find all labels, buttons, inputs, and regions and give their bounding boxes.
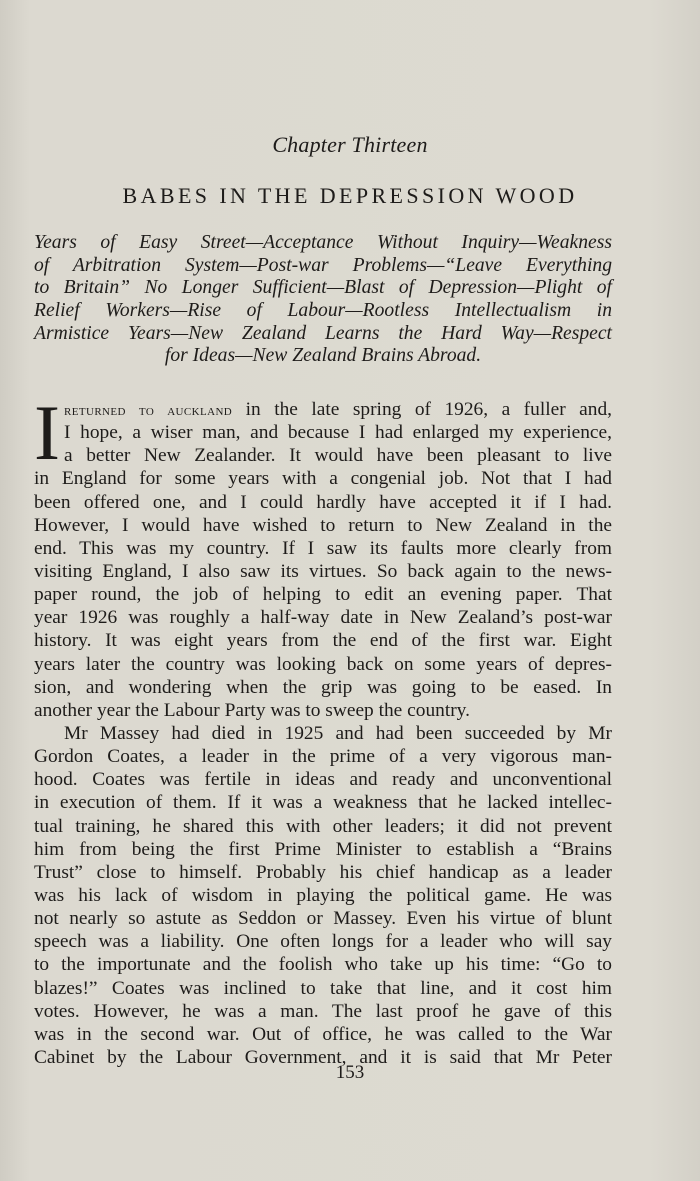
page-number: 153 [335, 1062, 365, 1083]
body-line: in England for some years with a congenial job. Not that I had [34, 468, 612, 490]
body-line: was his lack of wisdom in playing the political game. He was [34, 884, 612, 906]
body-line: in execution of them. If it was a weakness that he lacked intellec- [34, 792, 612, 814]
body-line: Trust” close to himself. Probably his chief handicap as a leader [34, 861, 612, 883]
synopsis-line: of Arbitration System—Post-war Problems—“Leave Everything [34, 254, 612, 276]
body-line: Cabinet by the Labour Government, and it is said that Mr Peter [34, 1046, 612, 1068]
body-line: votes. However, he was a man. The last proof he gave of this [34, 1000, 612, 1022]
synopsis-line: Armistice Years—New Zealand Learns the Hard Way—Respect [34, 322, 612, 344]
body-line: years later the country was looking back on some years of depres- [34, 653, 612, 675]
body-line: not nearly so astute as Seddon or Massey. Even his virtue of blunt [34, 908, 612, 930]
opening-smallcaps: returned to auckland [64, 402, 233, 419]
body-line: end. This was my country. If I saw its faults more clearly from [34, 537, 612, 559]
body-line: history. It was eight years from the end of the first war. Eight [34, 630, 612, 652]
body-line [34, 398, 612, 421]
chapter-label: Chapter Thirteen [272, 132, 428, 157]
body-text [34, 398, 612, 1069]
synopsis-line: Years of Easy Street—Acceptance Without Inquiry—Weakness [34, 232, 612, 253]
body-line: sion, and wondering when the grip was going to be eased. In [34, 676, 612, 698]
body-line: However, I would have wished to return to New Zealand in the [34, 514, 612, 536]
body-line: a better New Zealander. It would have been pleasant to live [64, 445, 612, 467]
first-line-rest: in the late spring of 1926, a fuller and, [232, 399, 612, 420]
body-line: visiting England, I also saw its virtues. So back again to the news- [34, 560, 612, 582]
synopsis-line: for Ideas—New Zealand Brains Abroad. [164, 345, 482, 367]
body-line: year 1926 was roughly a half-way date in New Zealand’s post-war [34, 607, 612, 629]
body-line: Gordon Coates, a leader in the prime of a very vigorous man- [34, 746, 612, 768]
drop-cap: I [34, 402, 60, 468]
body-line: to the importunate and the foolish who take up his time: “Go to [34, 954, 612, 976]
synopsis-line: to Britain” No Longer Sufficient—Blast of Depression—Plight of [34, 277, 612, 299]
body-line: Mr Massey had died in 1925 and had been succeeded by Mr [64, 722, 612, 744]
body-line: was in the second war. Out of office, he was called to the War [34, 1023, 612, 1045]
body-line: blazes!” Coates was inclined to take that line, and it cost him [34, 977, 612, 999]
body-line: him from being the first Prime Minister to establish a “Brains [34, 838, 612, 860]
chapter-synopsis [34, 232, 612, 368]
body-line: hood. Coates was fertile in ideas and ready and unconventional [34, 769, 612, 791]
body-line: another year the Labour Party was to sweep the country. [34, 699, 470, 721]
synopsis-line: Relief Workers—Rise of Labour—Rootless Intellectualism in [34, 300, 612, 322]
body-line: I hope, a wiser man, and because I had enlarged my experience, [64, 422, 612, 444]
body-line: paper round, the job of helping to edit an evening paper. That [34, 584, 612, 606]
chapter-title: BABES IN THE DEPRESSION WOOD [122, 183, 578, 208]
body-line: speech was a liability. One often longs for a leader who will say [34, 931, 612, 953]
body-line: been offered one, and I could hardly have accepted it if I had. [34, 491, 612, 513]
body-line: tual training, he shared this with other leaders; it did not prevent [34, 815, 612, 837]
